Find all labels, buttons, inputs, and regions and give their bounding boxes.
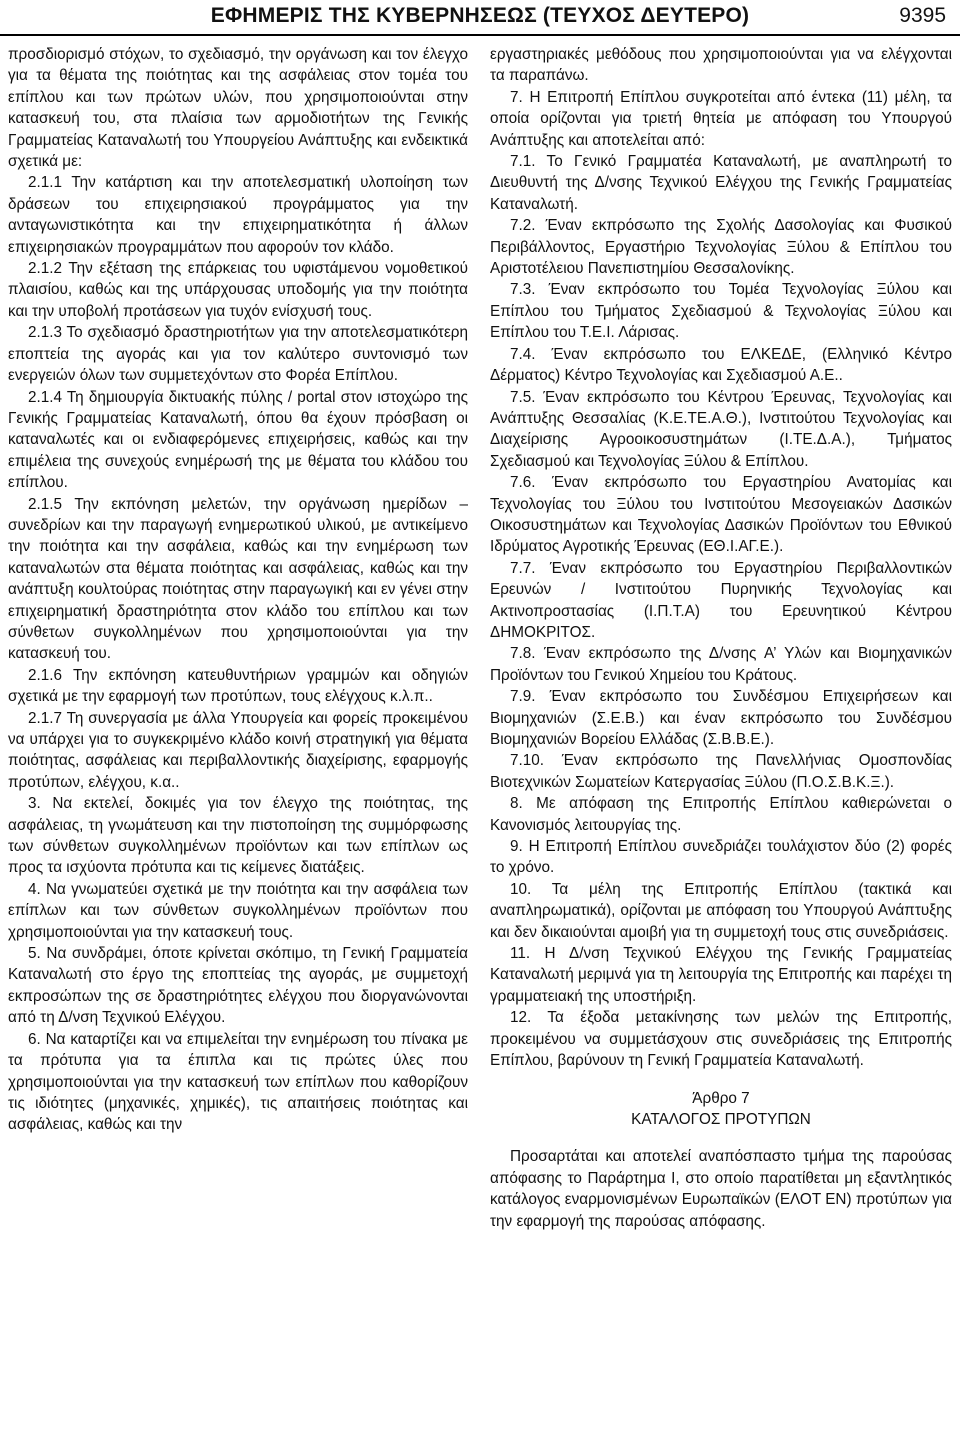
- paragraph: 2.1.1 Την κατάρτιση και την αποτελεσματική υλοποίηση των δράσεων του επιχειρησιακού προγράμματος για την ανταγωνιστικότητα και την επιχειρηματικότητα ή άλλων επιχειρησιακών προγραμμάτων που αφορούν τον κλάδο.: [8, 174, 468, 256]
- paragraph: 11. Η Δ/νση Τεχνικού Ελέγχου της Γενικής Γραμματείας Καταναλωτή μεριμνά για τη λειτουργία της Επιτροπής και παρέχει τη γραμματειακή της υποστήριξη.: [490, 945, 952, 1005]
- paragraph: εργαστηριακές μεθόδους που χρησιμοποιούνται για να ελέγχονται τα παραπάνω.: [490, 46, 952, 85]
- header-rule: [0, 34, 960, 36]
- paragraph: 3. Να εκτελεί, δοκιμές για τον έλεγχο της ποιότητας, της ασφάλειας, τη γνωμάτευση και την πιστοποίηση της συμμόρφωσης των σύνθετων συγκολλημένων προϊόντων και των επίπλων ως προς τα ισχύοντα πρότυπα και τις κείμενες διατάξεις.: [8, 795, 468, 877]
- paragraph: 8. Με απόφαση της Επιτροπής Επίπλου καθιερώνεται ο Κανονισμός λειτουργίας της.: [490, 795, 952, 834]
- paragraph: 6. Να καταρτίζει και να επιμελείται την ενημέρωση του πίνακα με τα πρότυπα για τα έπιπλα και τις πρώτες ύλες που χρησιμοποιούνται για την κατασκευή των επίπλων που καθορίζουν τις ιδιότητες (μηχανικές, χημικές), τις απαιτήσεις ποιότητας και ασφάλειας, καθώς και την: [8, 1030, 468, 1134]
- paragraph: 7.1. Το Γενικό Γραμματέα Καταναλωτή, με αναπληρωτή το Διευθυντή της Δ/νσης Τεχνικού Ελέγχου της Γενικής Γραμματείας Καταναλωτή.: [490, 153, 952, 213]
- paragraph: 7.4. Έναν εκπρόσωπο του ΕΛΚΕΔΕ, (Ελληνικό Κέντρο Δέρματος) Κέντρο Τεχνολογίας και Σχεδιασμού Α.Ε..: [490, 345, 952, 385]
- article-subheading: ΚΑΤΑΛΟΓΟΣ ΠΡΟΤΥΠΩΝ: [631, 1110, 811, 1128]
- paragraph: 7.7. Έναν εκπρόσωπο του Εργαστηρίου Περιβαλλοντικών Ερευνών / Ινστιτούτου Πυρηνικής Τεχνολογίας και Ακτινοπροστασίας (Ι.Π.Τ.Α) του Ερευνητικού Κέντρου ΔΗΜΟΚΡΙΤΟΣ.: [490, 559, 952, 641]
- article-heading: Άρθρο 7: [692, 1089, 750, 1107]
- paragraph: 7.6. Έναν εκπρόσωπο του Εργαστηρίου Ανατομίας και Τεχνολογίας του Ξύλου του Ινστιτούτου Μεσογειακών Δασικών Οικοσυστημάτων και Τεχνολογίας Δασικών Προϊόντων του Εθνικού Ιδρύματος Αγροτικής Έρευνας (ΕΘ.Ι.ΑΓ.Ε.).: [490, 474, 952, 556]
- paragraph: 12. Τα έξοδα μετακίνησης των μελών της Επιτροπής, προκειμένου να συμμετάσχουν στις συνεδριάσεις της Επιτροπής Επίπλου, βαρύνουν τη Γενική Γραμματεία Καταναλωτή.: [490, 1009, 952, 1070]
- paragraph: 2.1.5 Την εκπόνηση μελετών, την οργάνωση ημερίδων – συνεδρίων και την παραγωγή ενημερωτικού υλικού, με αντικείμενο την ποιότητα και την ασφάλεια, καθώς και την ενημέρωση των καταναλωτών στα θέματα ποιότητας και ασφάλειας, καθώς και την ανάπτυξη κουλτούρας ποιότητας στην παραγωγική και εν γένει στην επιχειρηματική δραστηριότητα στον κλάδο του επίπλου και των σύνθετων συγκολλημένων που χρησιμοποιούνται για την κατασκευή του.: [8, 495, 468, 663]
- paragraph: 5. Να συνδράμει, όποτε κρίνεται σκόπιμο, τη Γενική Γραμματεία Καταναλωτή στο έργο της εποπτείας της αγοράς, με συμμετοχή εκπροσώπων της σε δραστηριότητες ελέγχου που διοργανώνονται από τη Δ/νση Τεχνικού Ελέγχου.: [8, 945, 468, 1027]
- paragraph: 2.1.7 Τη συνεργασία με άλλα Υπουργεία και φορείς προκειμένου να υπάρχει για το συγκεκριμένο κλάδο κοινή στρατηγική για θέματα ποιότητας, ασφάλειας και περιβαλλοντικής διαχείρισης, εφαρμογής προτύπων, ελέγχου, κ.α..: [8, 709, 468, 791]
- paragraph: 9. Η Επιτροπή Επίπλου συνεδριάζει τουλάχιστον δύο (2) φορές το χρόνο.: [490, 838, 952, 877]
- paragraph: 7.3. Έναν εκπρόσωπο του Τομέα Τεχνολογίας Ξύλου και Επίπλου του Τμήματος Σχεδιασμού & Τεχνολογίας Ξύλου και Επίπλου του Τ.Ε.Ι. Λάρισας.: [490, 281, 952, 342]
- paragraph: προσδιορισμό στόχων, το σχεδιασμό, την οργάνωση και τον έλεγχο για τα θέματα της ποιότητας και της ασφάλειας στον τομέα του επίπλου και των πρώτων υλών, που χρησιμοποιούνται στην κατασκευή του, στα πλαίσια των αρμοδιοτήτων της Γενικής Γραμματείας Καταναλωτή του Υπουργείου Ανάπτυξης και ενδεικτικά σχετικά με:: [8, 46, 468, 171]
- paragraph: 7. Η Επιτροπή Επίπλου συγκροτείται από έντεκα (11) μέλη, τα οποία ορίζονται για τριετή θητεία με απόφαση του Υπουργού Ανάπτυξης και αποτελείται από:: [490, 88, 952, 149]
- paragraph: 2.1.6 Την εκπόνηση κατευθυντήριων γραμμών και οδηγιών σχετικά με την εφαρμογή των προτύπων, τους ελέγχους κ.λ.π..: [8, 666, 468, 706]
- paragraph: 7.10. Έναν εκπρόσωπο της Πανελλήνιας Ομοσπονδίας Βιοτεχνικών Σωματείων Κατεργασίας Ξύλου (Π.Ο.Σ.Β.Κ.Ξ.).: [490, 752, 952, 791]
- paragraph: Προσαρτάται και αποτελεί αναπόσπαστο τμήμα της παρούσας απόφασης το Παράρτημα Ι, στο οποίο παρατίθεται μη εξαντλητικός κατάλογος εναρμονισμένων Ευρωπαϊκών (ΕΛΟΤ ΕΝ) προτύπων για την εφαρμογή της παρούσας απόφασης.: [490, 1148, 952, 1230]
- gazette-title: ΕΦΗΜΕΡΙΣ ΤΗΣ ΚΥΒΕΡΝΗΣΕΩΣ (ΤΕΥΧΟΣ ΔΕΥΤΕΡΟ): [210, 4, 750, 27]
- paragraph: 2.1.2 Την εξέταση της επάρκειας του υφιστάμενου νομοθετικού πλαισίου, καθώς και της υπάρχουσας υποδομής για την ποιότητα και την υποβολή προτάσεων για τυχόν ενίσχυσή τους.: [8, 260, 468, 320]
- page-header: [0, 0, 960, 36]
- paragraph: 7.5. Έναν εκπρόσωπο του Κέντρου Έρευνας, Τεχνολογίας και Ανάπτυξης Θεσσαλίας (Κ.Ε.ΤΕ.Α.Θ.), Ινστιτούτου Τεχνολογίας και Διαχείρισης Αγροοικοσυστημάτων (Ι.ΤΕ.Δ.Α.), Τμήματος Σχεδιασμού και Τεχνολογίας Ξύλου & Επίπλου.: [490, 388, 952, 470]
- left-column: [8, 44, 468, 1136]
- paragraph: 2.1.3 Το σχεδιασμό δραστηριοτήτων για την αποτελεσματικότερη εποπτεία της αγοράς και για τον καλύτερο συντονισμό των ενεργειών όλων των συμμετεχόντων στο Φορέα Επίπλου.: [8, 324, 468, 385]
- paragraph: 7.8. Έναν εκπρόσωπο της Δ/νσης Α’ Υλών και Βιομηχανικών Προϊόντων του Γενικού Χημείου του Κράτους.: [490, 645, 952, 684]
- paragraph: 7.2. Έναν εκπρόσωπο της Σχολής Δασολογίας και Φυσικού Περιβάλλοντος, Εργαστήριο Τεχνολογίας Ξύλου & Επίπλου του Αριστοτέλειου Πανεπιστημίου Θεσσαλονίκης.: [490, 217, 952, 278]
- page-number: 9395: [899, 4, 946, 27]
- paragraph: 2.1.4 Τη δημιουργία δικτυακής πύλης / portal στον ιστοχώρο της Γενικής Γραμματείας Καταναλωτή, όπου θα έχουν πρόσβαση οι καταναλωτές και οι ενδιαφερόμενες επιχειρήσεις, καθώς και την επιμέλεια της συνεχούς ενημέρωσή της με θέματα του κλάδου του επίπλου.: [8, 388, 468, 492]
- paragraph: 4. Να γνωματεύει σχετικά με την ποιότητα και την ασφάλεια των επίπλων και των σύνθετων συγκολλημένων προϊόντων που χρησιμοποιούνται για την κατασκευή τους.: [8, 880, 468, 941]
- paragraph: 7.9. Έναν εκπρόσωπο του Συνδέσμου Επιχειρήσεων και Βιομηχανιών (Σ.Ε.Β.) και έναν εκπρόσωπο του Συνδέσμου Βιομηχανιών Βορείου Ελλάδας (Σ.Β.Β.Ε.).: [490, 688, 952, 748]
- right-column: [490, 44, 952, 1232]
- paragraph: 10. Τα μέλη της Επιτροπής Επίπλου (τακτικά και αναπληρωματικά), ορίζονται με απόφαση του Υπουργού Ανάπτυξης και δεν δικαιούνται αμοιβή για τη συμμετοχή τους στις συνεδριάσεις.: [490, 880, 952, 941]
